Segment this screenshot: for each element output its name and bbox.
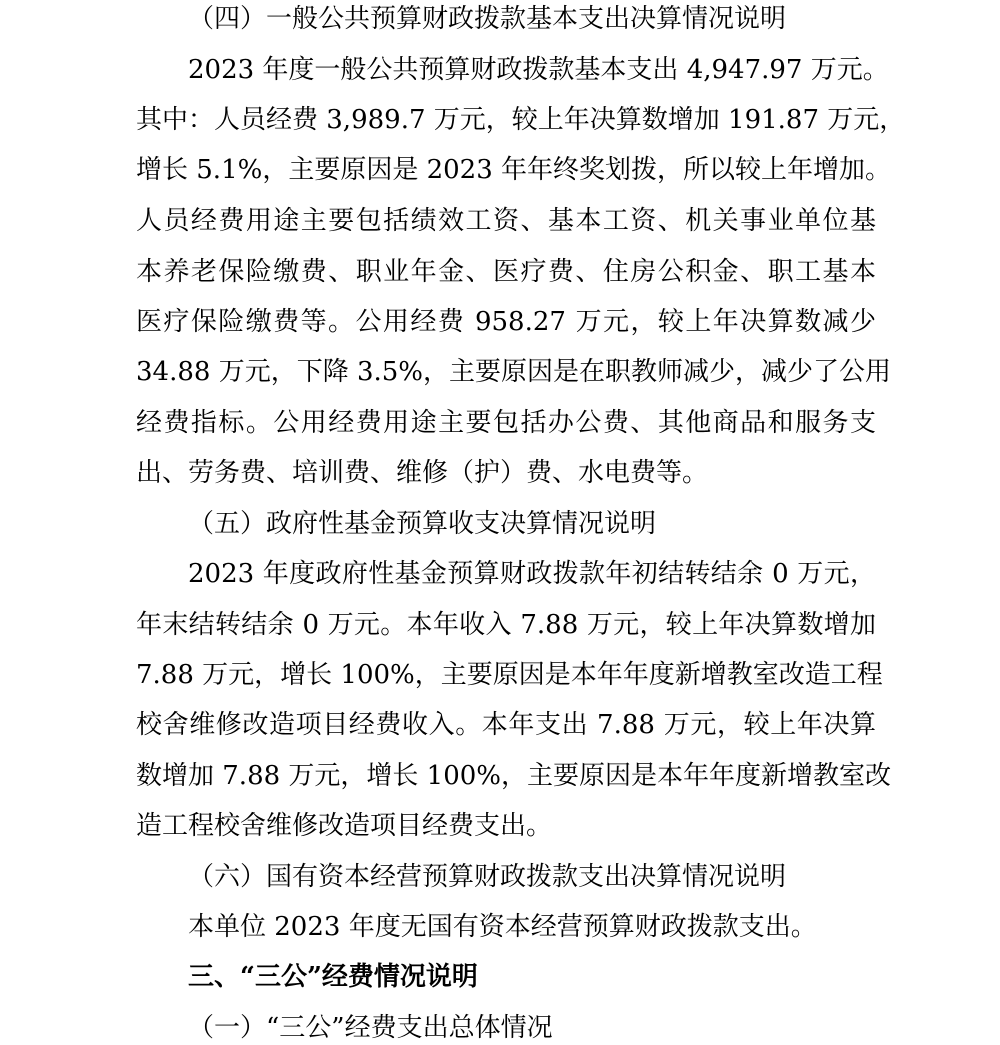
- section-4-line-1: 2023 年度一般公共预算财政拨款基本支出 4,947.97 万元。: [188, 55, 889, 85]
- section-4-heading: （四）一般公共预算财政拨款基本支出决算情况说明: [188, 4, 787, 34]
- section-4-line-7: 34.88 万元，下降 3.5%，主要原因是在职教师减少，减少了公用: [136, 357, 892, 387]
- section-5-line-5: 数增加 7.88 万元，增长 100%，主要原因是本年年度新增教室改: [136, 761, 892, 791]
- section-5-line-3: 7.88 万元，增长 100%，主要原因是本年年度新增教室改造工程: [136, 660, 883, 690]
- section-5-line-2: 年末结转结余 0 万元。本年收入 7.88 万元，较上年决算数增加: [136, 610, 876, 640]
- section-6-line-1: 本单位 2023 年度无国有资本经营预算财政拨款支出。: [188, 912, 817, 942]
- section-4-line-4: 人员经费用途主要包括绩效工资、基本工资、机关事业单位基: [136, 206, 876, 236]
- section-4-line-6: 医疗保险缴费等。公用经费 958.27 万元，较上年决算数减少: [136, 307, 876, 337]
- section-6-heading: （六）国有资本经营预算财政拨款支出决算情况说明: [188, 862, 787, 892]
- part-3-sub-heading: （一）“三公”经费支出总体情况: [188, 1013, 553, 1043]
- section-5-line-6: 造工程校舍维修改造项目经费支出。: [136, 811, 553, 841]
- section-4-line-2: 其中：人员经费 3,989.7 万元，较上年决算数增加 191.87 万元，: [136, 105, 906, 135]
- section-4-line-5: 本养老保险缴费、职业年金、医疗费、住房公积金、职工基本: [136, 257, 876, 287]
- part-3-heading: 三、“三公”经费情况说明: [188, 962, 478, 992]
- section-5-heading: （五）政府性基金预算收支决算情况说明: [188, 509, 657, 539]
- section-4-line-8: 经费指标。公用经费用途主要包括办公费、其他商品和服务支: [136, 408, 876, 438]
- section-5-line-1: 2023 年度政府性基金预算财政拨款年初结转结余 0 万元，: [188, 559, 876, 589]
- section-4-line-3: 增长 5.1%，主要原因是 2023 年年终奖划拨，所以较上年增加。: [136, 155, 892, 185]
- section-5-line-4: 校舍维修改造项目经费收入。本年支出 7.88 万元，较上年决算: [136, 710, 876, 740]
- section-4-line-9: 出、劳务费、培训费、维修（护）费、水电费等。: [136, 458, 709, 488]
